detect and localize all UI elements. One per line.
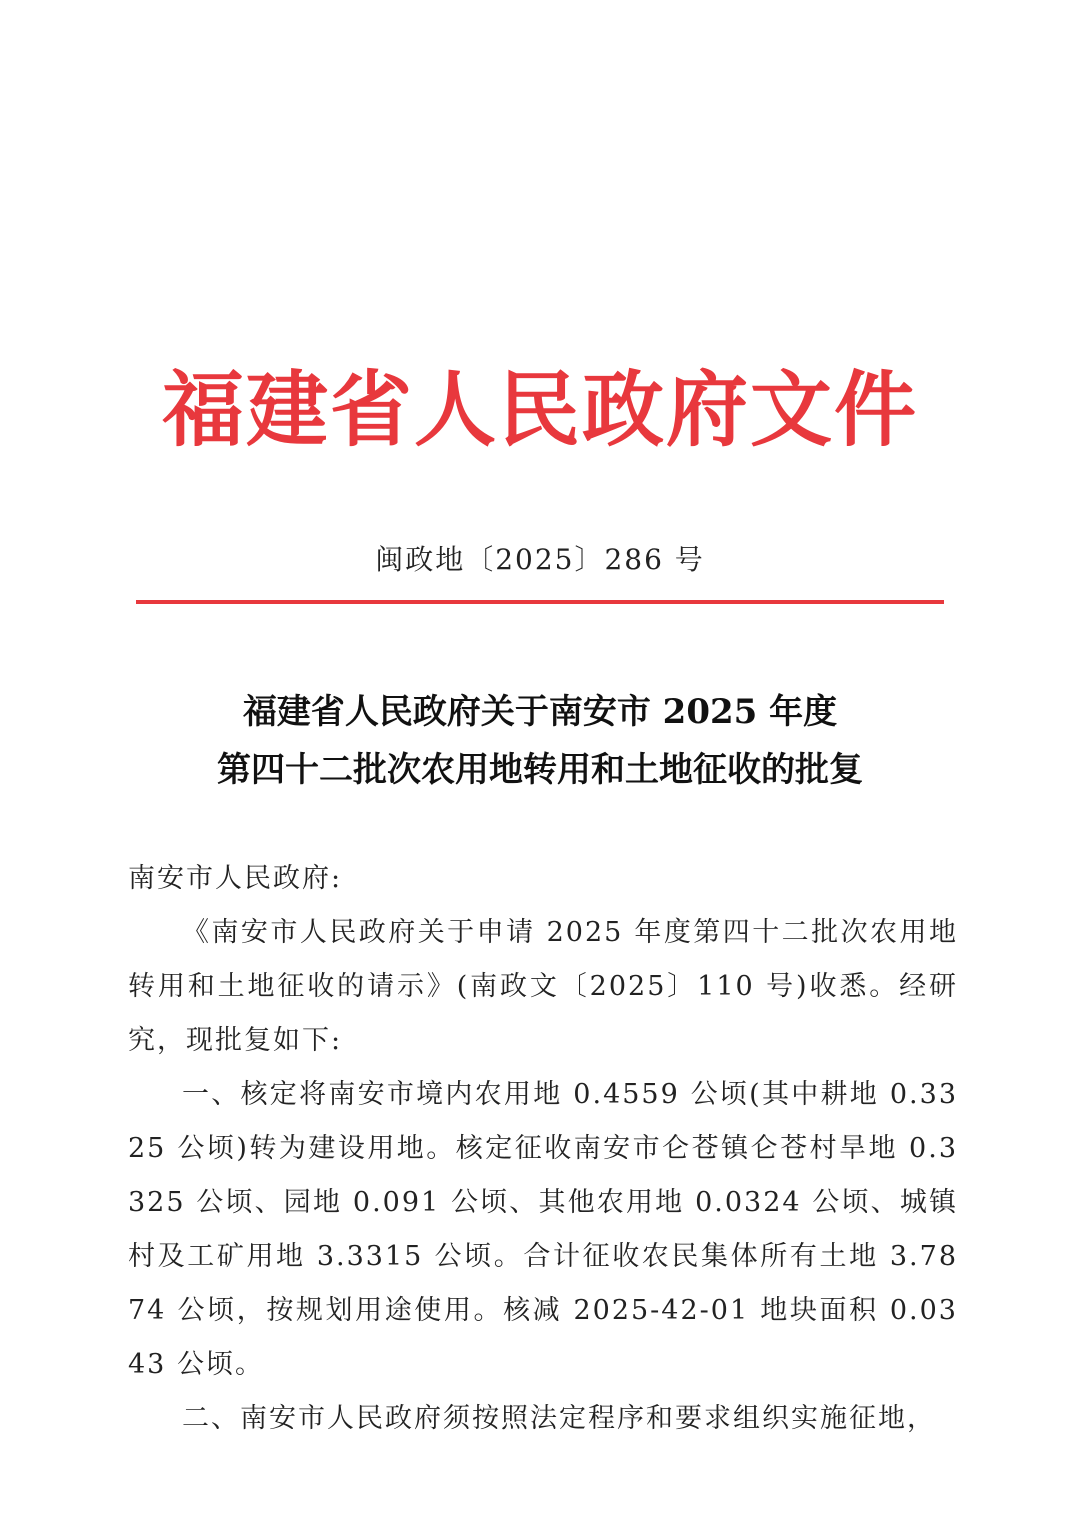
document-title [0,683,1080,799]
masthead-title: 福建省人民政府文件 [161,362,918,458]
title-line-1: 福建省人民政府关于南安市 2025 年度 [242,692,838,732]
document-body [128,852,958,1446]
paragraph-3: 二、南安市人民政府须按照法定程序和要求组织实施征地， [182,1403,936,1434]
paragraph-1: 《南安市人民政府关于申请 2025 年度第四十二批次农用地转用和土地征收的请示》(南政文〔2025〕110 号)收悉。经研究，现批复如下: [128,917,958,1056]
red-divider-line [136,600,944,604]
document-number: 闽政地〔2025〕286 号 [375,543,705,576]
title-line-2: 第四十二批次农用地转用和土地征收的批复 [217,750,863,790]
salutation: 南安市人民政府: [128,863,343,894]
paragraph-2: 一、核定将南安市境内农用地 0.4559 公顷(其中耕地 0.3325 公顷)转为建设用地。核定征收南安市仑苍镇仑苍村旱地 0.3325 公顷、园地 0.091 公顷、其他农用地 0.0324 公顷、城镇村及工矿用地 3.3315 公顷。合计征收农民集体所有土地 3.7874 公顷，按规划用途使用。核减 2025-42-01 地块面积 0.0343 公顷。 [128,1079,958,1380]
